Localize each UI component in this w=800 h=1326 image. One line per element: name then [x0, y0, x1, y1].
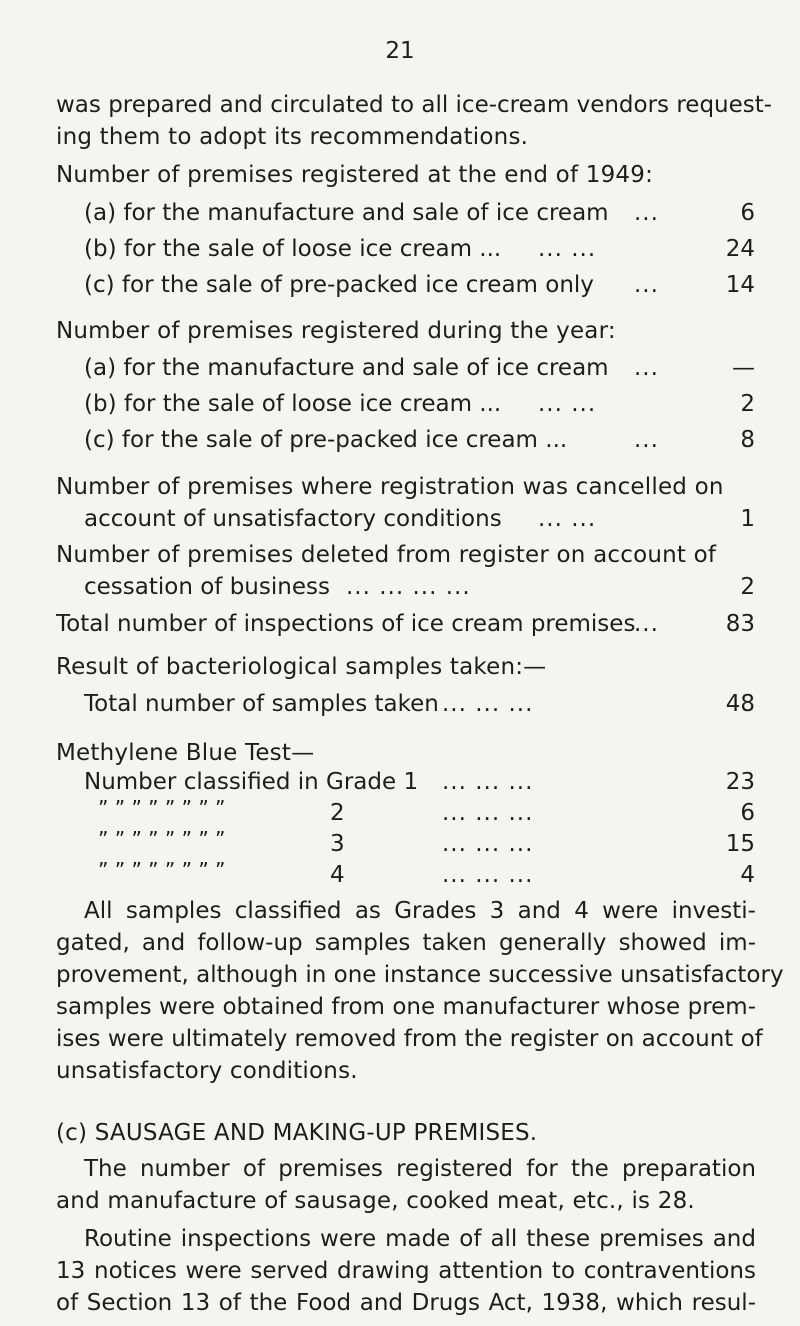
- deleted-line-1: Number of premises deleted from register on account of: [56, 542, 717, 568]
- registered-end-row-b: (b) for the sale of loose ice cream ... ... ... 24: [84, 236, 755, 262]
- registered-end-row-c: (c) for the sale of pre-packed ice cream only ... 14: [84, 272, 755, 298]
- registered-year-heading: Number of premises registered during the year:: [56, 318, 616, 344]
- grade-row-3: ” ” ” ” ” ” ” ” 3 ... ... ... 15: [98, 827, 755, 857]
- sausage-para2-line: of Section 13 of the Food and Drugs Act, 1938, which resul-: [56, 1290, 756, 1316]
- samples-paragraph-line: gated, and follow-up samples taken generally showed im-: [56, 930, 756, 956]
- sausage-para2-line: 13 notices were served drawing attention to contraventions: [56, 1258, 756, 1284]
- registered-year-row-a: (a) for the manufacture and sale of ice cream ... —: [84, 355, 755, 381]
- grade-row-4: ” ” ” ” ” ” ” ” 4 ... ... ... 4: [98, 858, 755, 888]
- intro-line-2: ing them to adopt its recommendations.: [56, 124, 529, 150]
- sausage-para1-line: and manufacture of sausage, cooked meat, etc., is 28.: [56, 1188, 695, 1214]
- sausage-heading: (c) SAUSAGE AND MAKING-UP PREMISES.: [56, 1120, 538, 1146]
- grade-row-1: Number classified in Grade 1 ... ... ... 23: [84, 769, 755, 795]
- registered-year-row-c: (c) for the sale of pre-packed ice cream ... ... 8: [84, 427, 755, 453]
- cancelled-line-1: Number of premises where registration was cancelled on: [56, 474, 724, 500]
- registered-year-row-b: (b) for the sale of loose ice cream ... ... ... 2: [84, 391, 755, 417]
- bacteriological-heading: Result of bacteriological samples taken:—: [56, 654, 547, 680]
- samples-paragraph-line: ises were ultimately removed from the register on account of: [56, 1026, 763, 1052]
- sausage-para2-line: Routine inspections were made of all these premises and: [84, 1226, 756, 1252]
- methylene-heading: Methylene Blue Test—: [56, 740, 315, 766]
- samples-paragraph-line: unsatisfactory conditions.: [56, 1058, 358, 1084]
- cancelled-row: account of unsatisfactory conditions ... ... 1: [84, 506, 755, 532]
- registered-end-heading: Number of premises registered at the end of 1949:: [56, 162, 654, 188]
- samples-paragraph-line: All samples classified as Grades 3 and 4 were investi-: [84, 898, 756, 924]
- samples-total-row: Total number of samples taken ... ... ... 48: [84, 691, 755, 717]
- registered-end-row-a: (a) for the manufacture and sale of ice cream ... 6: [84, 200, 755, 226]
- page-number: 21: [385, 38, 415, 64]
- grade-row-2: ” ” ” ” ” ” ” ” 2 ... ... ... 6: [98, 796, 755, 826]
- deleted-row: cessation of business ... ... ... ... 2: [84, 574, 755, 600]
- samples-paragraph-line: samples were obtained from one manufacturer whose prem-: [56, 994, 756, 1020]
- sausage-para1-line: The number of premises registered for the preparation: [84, 1156, 756, 1182]
- samples-paragraph-line: provement, although in one instance successive unsatisfactory: [56, 962, 784, 988]
- inspections-row: Total number of inspections of ice cream premises ... 83: [56, 611, 755, 637]
- intro-line-1: was prepared and circulated to all ice-cream vendors request-: [56, 92, 773, 118]
